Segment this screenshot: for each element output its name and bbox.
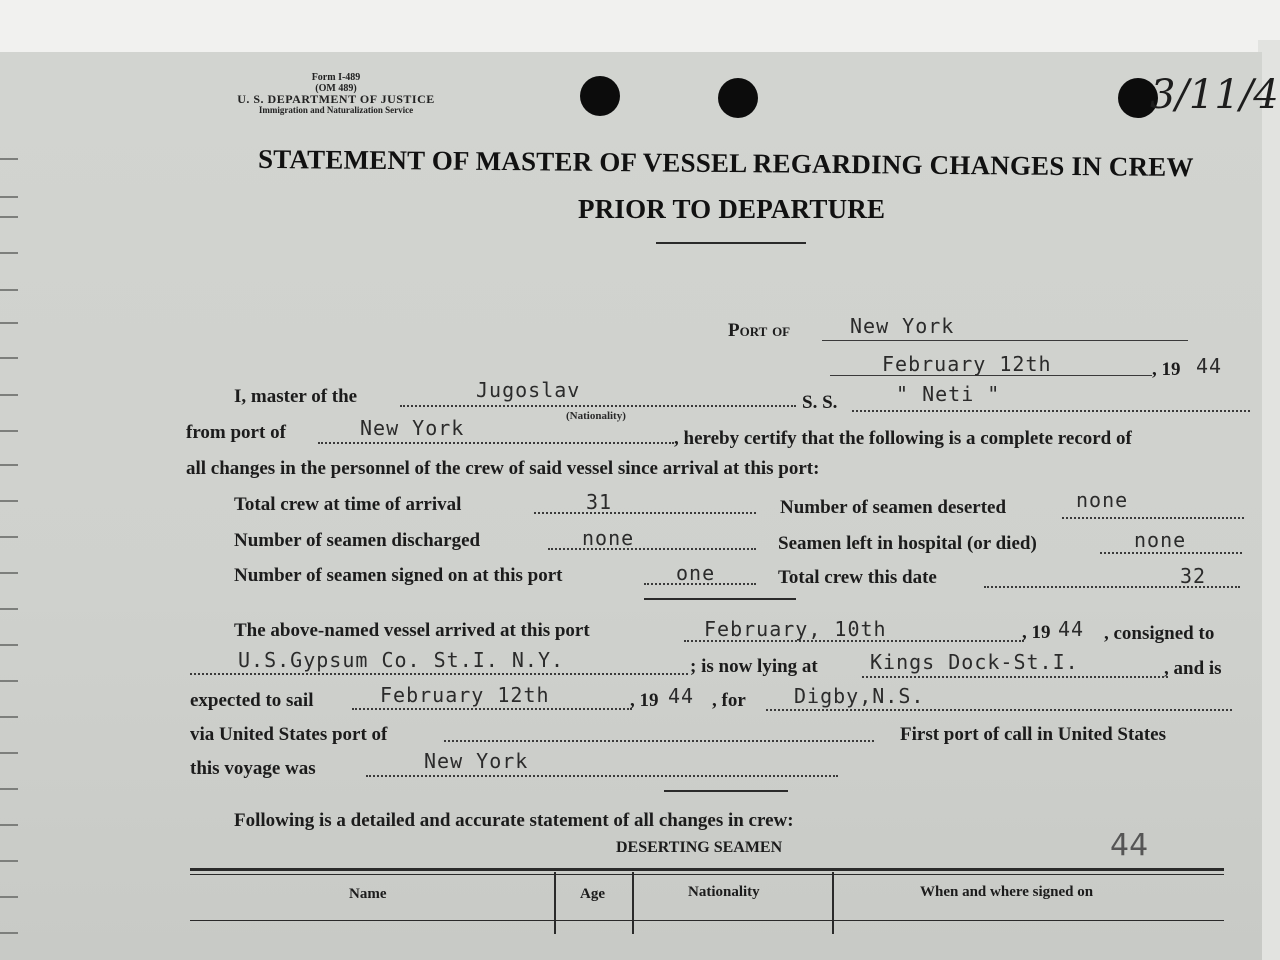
department-name: U. S. DEPARTMENT OF JUSTICE <box>237 92 435 106</box>
margin-tick <box>0 752 18 754</box>
via-line <box>444 740 874 742</box>
margin-tick <box>0 322 18 324</box>
service-name: Immigration and Naturalization Service <box>258 105 414 115</box>
section-divider <box>664 790 788 792</box>
consignee-value[interactable]: U.S.Gypsum Co. St.I. N.Y. <box>238 648 565 672</box>
following-text: Following is a detailed and accurate statement of all changes in crew: <box>234 810 794 831</box>
margin-tick <box>0 680 18 682</box>
form-header <box>186 72 486 116</box>
table-header-bottom-rule <box>190 920 1224 921</box>
sail-line <box>352 708 632 710</box>
form-title-line1: STATEMENT OF MASTER OF VESSEL REGARDING CHANGES IN CREW <box>257 143 1194 183</box>
certify-text: , hereby certify that the following is a complete record of <box>674 428 1132 449</box>
first-port-label: First port of call in United States <box>900 724 1166 745</box>
table-header-name: Name <box>349 886 387 902</box>
voyage-value[interactable]: New York <box>424 749 529 773</box>
hospital-value[interactable]: none <box>1134 528 1187 552</box>
section-divider <box>644 598 796 600</box>
section-title: DESERTING SEAMEN <box>616 839 783 856</box>
margin-tick <box>0 216 18 218</box>
total-arrival-line <box>534 512 756 514</box>
deserted-value[interactable]: none <box>1076 488 1129 512</box>
certify-text-line2: all changes in the personnel of the crew of said vessel since arrival at this port: <box>186 458 820 479</box>
signed-on-value[interactable]: one <box>676 561 716 585</box>
sail-year[interactable]: 44 <box>668 684 695 708</box>
handwritten-annotation <box>1150 72 1279 118</box>
margin-tick <box>0 932 18 934</box>
margin-tick <box>0 716 18 718</box>
table-column-divider <box>832 872 834 934</box>
sail-label: expected to sail <box>190 690 314 711</box>
punch-hole <box>580 76 620 116</box>
arrived-label: The above-named vessel arrived at this port <box>234 620 590 641</box>
total-date-value[interactable]: 32 <box>1180 564 1207 588</box>
ship-name-line <box>852 410 1250 412</box>
form-alt-number: (OM 489) <box>315 83 357 94</box>
margin-tick <box>0 788 18 790</box>
margin-tick <box>0 394 18 396</box>
margin-tick <box>0 158 18 160</box>
margin-tick <box>0 860 18 862</box>
from-port-label: from port of <box>186 422 286 443</box>
consignee-line <box>190 673 688 675</box>
margin-tick <box>0 430 18 432</box>
ship-name[interactable]: " Neti " <box>896 382 1001 406</box>
table-top-rule <box>190 868 1224 871</box>
date-value[interactable]: February 12th <box>882 352 1052 376</box>
table-column-divider <box>632 872 634 934</box>
total-arrival-value[interactable]: 31 <box>586 490 613 514</box>
sail-year-prefix: , 19 <box>630 690 659 711</box>
lying-line <box>862 676 1168 678</box>
handwritten-date: 3/11/4 <box>1150 72 1279 118</box>
form-number: Form I-489 <box>311 72 361 83</box>
form-title-line2: PRIOR TO DEPARTURE <box>578 194 886 224</box>
punch-hole <box>718 78 758 118</box>
page-number: 44 <box>1110 828 1149 863</box>
monitor-bezel-top <box>0 0 1280 58</box>
nationality-value[interactable]: Jugoslav <box>476 378 581 402</box>
destination-line <box>766 709 1232 711</box>
margin-tick <box>0 572 18 574</box>
deserted-label: Number of seamen deserted <box>780 497 1007 518</box>
margin-tick <box>0 896 18 898</box>
margin-tick <box>0 196 18 198</box>
margin-tick <box>0 252 18 254</box>
lying-value[interactable]: Kings Dock-St.I. <box>870 650 1079 674</box>
lying-label: ; is now lying at <box>690 656 818 677</box>
date-year-prefix: , 19 <box>1152 359 1181 380</box>
and-is-text: , and is <box>1164 658 1222 679</box>
discharged-value[interactable]: none <box>582 526 635 550</box>
nationality-caption: (Nationality) <box>566 410 626 422</box>
voyage-label: this voyage was <box>190 758 316 779</box>
from-port-value[interactable]: New York <box>360 416 465 440</box>
master-label: I, master of the <box>234 386 358 407</box>
table-header-signed-on: When and where signed on <box>920 884 1094 900</box>
port-label: Port of <box>728 320 791 341</box>
arrived-year[interactable]: 44 <box>1058 617 1085 641</box>
discharged-line <box>548 548 756 550</box>
signed-on-label: Number of seamen signed on at this port <box>234 565 563 586</box>
table-column-divider <box>554 872 556 934</box>
margin-tick <box>0 464 18 466</box>
total-date-label: Total crew this date <box>778 567 937 588</box>
discharged-label: Number of seamen discharged <box>234 530 481 551</box>
ss-label: S. S. <box>802 392 838 413</box>
total-arrival-label: Total crew at time of arrival <box>234 494 462 515</box>
margin-tick <box>0 608 18 610</box>
deserted-line <box>1062 517 1244 519</box>
table-header-nationality: Nationality <box>688 884 760 900</box>
arrived-year-prefix: , 19 <box>1022 622 1051 643</box>
margin-tick <box>0 536 18 538</box>
margin-tick <box>0 289 18 291</box>
consigned-label: , consigned to <box>1104 623 1215 644</box>
margin-tick <box>0 500 18 502</box>
voyage-line <box>366 775 838 777</box>
table-top-rule-inner <box>190 874 1224 875</box>
margin-tick <box>0 357 18 359</box>
destination-value[interactable]: Digby,N.S. <box>794 684 925 708</box>
from-port-line <box>318 442 674 444</box>
hospital-line <box>1100 552 1242 554</box>
margin-tick <box>0 644 18 646</box>
title-underline <box>656 242 806 244</box>
date-year[interactable]: 44 <box>1196 354 1223 378</box>
table-header-age: Age <box>580 886 605 902</box>
via-label: via United States port of <box>190 724 388 745</box>
sail-value[interactable]: February 12th <box>380 683 550 707</box>
port-line <box>822 340 1188 341</box>
margin-tick <box>0 824 18 826</box>
arrived-value[interactable]: February, 10th <box>704 617 887 641</box>
port-value[interactable]: New York <box>850 314 955 338</box>
for-label: , for <box>712 690 746 711</box>
nationality-line <box>400 405 796 407</box>
hospital-label: Seamen left in hospital (or died) <box>778 533 1037 554</box>
